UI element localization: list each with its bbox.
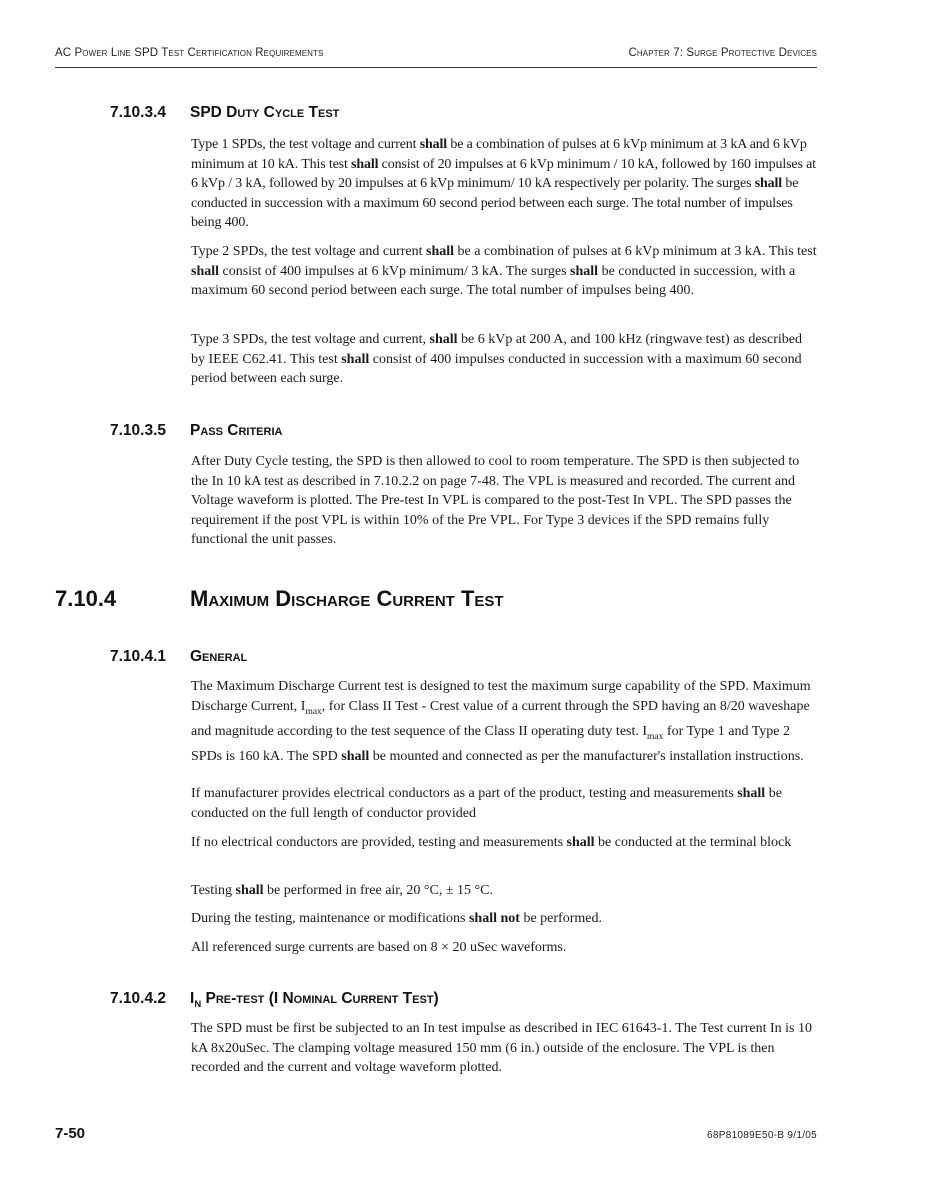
paragraph-type3-duty-cycle: Type 3 SPDs, the test voltage and current, shall be 6 kVp at 200 A, and 100 kHz (ringwave test) as described by IEEE C62.41. This test shall consist of 400 impulses conducted in succession with a maximum 60 second period between each surge. <box>191 332 803 387</box>
section-number: 7.10.3.5 <box>110 422 167 439</box>
section-title-post: Pre-test (I Nominal Current Test) <box>201 990 439 1007</box>
section-number: 7.10.4.1 <box>110 648 167 665</box>
heading-7-10-4-2 <box>110 990 439 1010</box>
running-header-left: AC Power Line SPD Test Certification Requirements <box>55 47 324 59</box>
document-id: 68P81089E50-B 9/1/05 <box>707 1130 817 1141</box>
paragraph-no-modifications: During the testing, maintenance or modifications shall not be performed. <box>191 911 602 926</box>
section-title: General <box>190 648 248 665</box>
paragraph-no-conductors: If no electrical conductors are provided, testing and measurements shall be conducted at the terminal block <box>191 835 792 850</box>
paragraph-general: The Maximum Discharge Current test is designed to test the maximum surge capability of the SPD. Maximum Discharge Current, $I_{max}$, for Class II Test - Crest value of a current through the SPD having an 8/20 waveshape and magnitude according to the test sequence of the Class II operating duty test. $I_{max}$ for Type 1 and Type 2 SPDs is 160 kA. The SPD shall be mounted and connected as per the manufacturer's installation instructions. <box>191 679 811 765</box>
paragraph-pass-criteria: After Duty Cycle testing, the SPD is then allowed to cool to room temperature. The SPD is then subjected to the In 10 kA test as described in 7.10.2.2 on page 7-48. The VPL is measured and recorded. The current and Voltage waveform is plotted. The Pre-test In VPL is compared to the post-Test In VPL. The SPD passes the requirement if the post VPL is within 10% of the Pre VPL. For Type 3 devices if the SPD remains fully functional the unit passes. <box>191 454 800 548</box>
header-rule <box>55 67 817 68</box>
section-number: 7.10.4.2 <box>110 990 167 1007</box>
paragraph-type2-duty-cycle: Type 2 SPDs, the test voltage and current shall be a combination of pulses at 6 kVp minimum at 3 kA. This test shall consist of 400 impulses at 6 kVp minimum/ 3 kA. The surges shall be conducted in succession, with a maximum 60 second period between each surge. The total number of impulses being 400. <box>191 244 817 299</box>
section-number: 7.10.3.4 <box>110 104 167 121</box>
paragraph-free-air: Testing shall be performed in free air, 20 °C, ± 15 °C. <box>191 883 493 898</box>
heading-7-10-4-1 <box>110 648 247 666</box>
paragraph-in-pretest: The SPD must be first be subjected to an In test impulse as described in IEC 61643-1. The Test current In is 10 kA 8x20uSec. The clamping voltage measured 150 mm (6 in.) outside of the enclosure. The VPL is then recorded and the current and voltage waveform plotted. <box>191 1021 812 1076</box>
paragraph-conductors-provided: If manufacturer provides electrical conductors as a part of the product, testing and measurements shall be conducted on the full length of conductor provided <box>191 786 782 821</box>
section-title: SPD Duty Cycle Test <box>190 104 340 121</box>
heading-7-10-3-4 <box>110 104 339 122</box>
section-number: 7.10.4 <box>55 586 117 611</box>
heading-7-10-4 <box>55 586 504 612</box>
paragraph-type1-duty-cycle: Type 1 SPDs, the test voltage and current shall be a combination of pulses at 6 kVp minimum at 3 kA and 6 kVp minimum at 10 kA. This test shall consist of 20 impulses at 6 kVp minimum / 10 kA, followed by 160 impulses at 6 kVp / 3 kA, followed by 20 impulses at 6 kVp minimum/ 10 kA respectively per polarity. The surges shall be conducted in succession with a maximum 60 second period between each surge. The total number of impulses being 400. <box>191 137 816 231</box>
running-header-right: Chapter 7: Surge Protective Devices <box>628 47 817 59</box>
paragraph-waveforms: All referenced surge currents are based on 8 × 20 uSec waveforms. <box>191 940 567 955</box>
section-title: Pass Criteria <box>190 422 283 439</box>
section-title: Maximum Discharge Current Test <box>190 586 504 611</box>
section-title-subscript: N <box>194 999 202 1011</box>
heading-7-10-3-5 <box>110 422 282 440</box>
page-number: 7-50 <box>55 1125 86 1142</box>
section-title-pre: I <box>190 990 195 1007</box>
